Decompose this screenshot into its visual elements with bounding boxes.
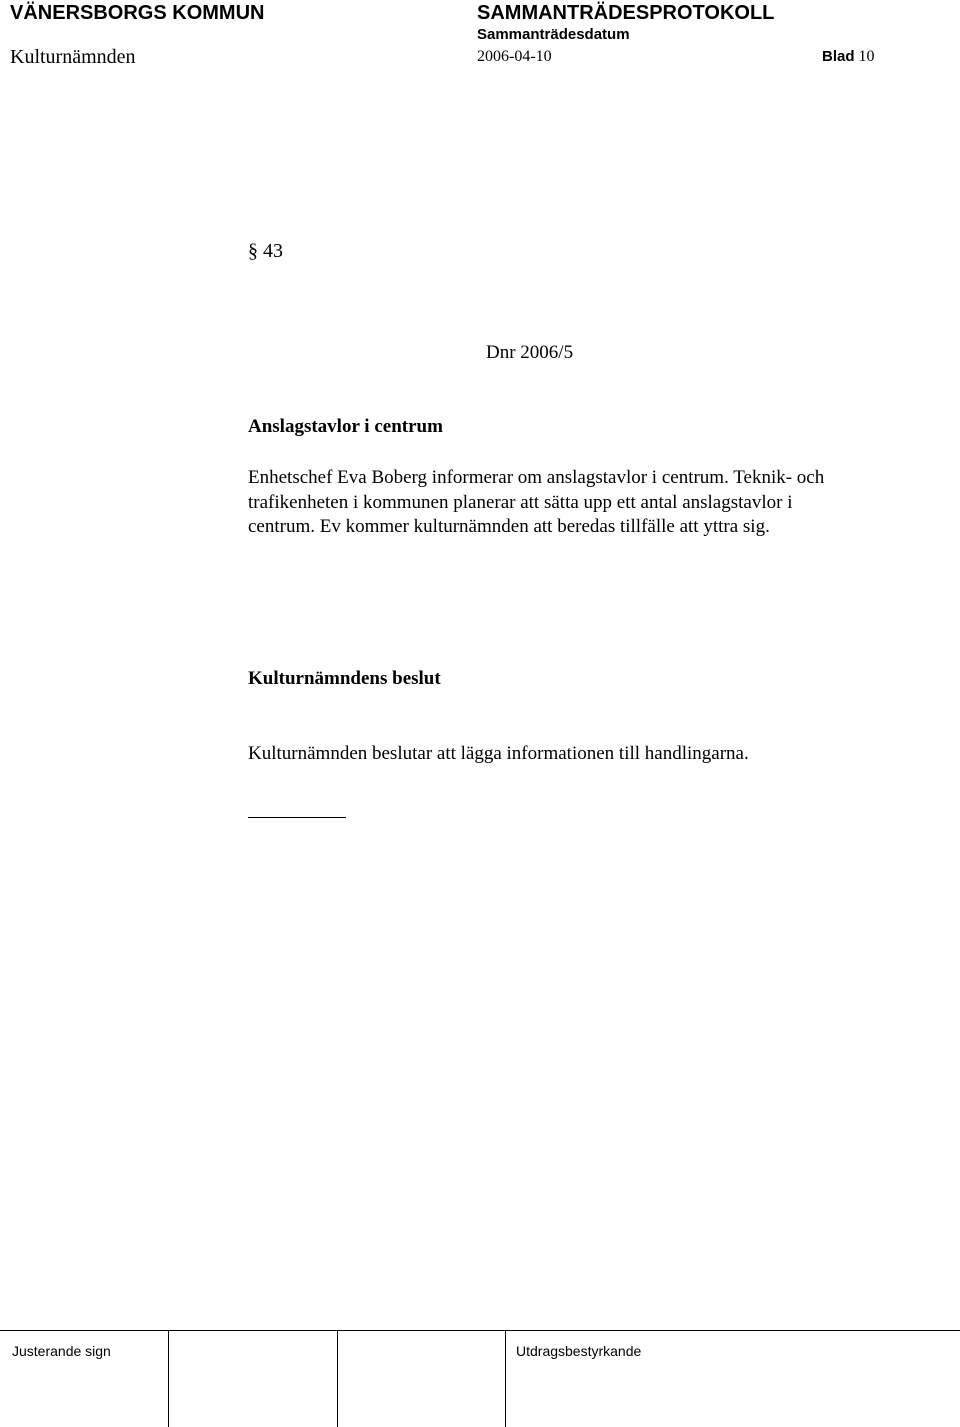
committee-name: Kulturnämnden xyxy=(10,46,136,68)
paragraph-number: § 43 xyxy=(248,240,283,262)
end-rule xyxy=(248,817,346,818)
meeting-date: 2006-04-10 xyxy=(477,48,552,65)
page-number: 10 xyxy=(858,48,875,65)
footer-divider xyxy=(168,1331,169,1427)
meeting-date-label: Sammanträdesdatum xyxy=(477,26,630,43)
body-line: centrum. Ev kommer kulturnämnden att beredas tillfälle att yttra sig. xyxy=(248,516,770,537)
item-body xyxy=(248,466,928,540)
registration-number: Dnr 2006/5 xyxy=(486,342,574,363)
utdragsbestyrkande-label: Utdragsbestyrkande xyxy=(516,1343,642,1359)
item-title: Anslagstavlor i centrum xyxy=(248,416,443,437)
justerande-sign-label: Justerande sign xyxy=(12,1343,111,1359)
footer-divider xyxy=(337,1331,338,1427)
footer-divider xyxy=(505,1331,506,1427)
decision-heading: Kulturnämndens beslut xyxy=(248,668,441,689)
page-label: Blad xyxy=(822,48,855,65)
decision-text: Kulturnämnden beslutar att lägga informationen till handlingarna. xyxy=(248,743,749,764)
body-line: trafikenheten i kommunen planerar att sätta upp ett antal anslagstavlor i xyxy=(248,491,793,513)
signature-footer xyxy=(0,1330,960,1427)
page-indicator xyxy=(822,48,875,66)
body-line: Enhetschef Eva Boberg informerar om anslagstavlor i centrum. Teknik- och xyxy=(248,467,825,488)
document-type: SAMMANTRÄDESPROTOKOLL xyxy=(477,2,775,24)
municipality-name: VÄNERSBORGS KOMMUN xyxy=(10,2,265,24)
